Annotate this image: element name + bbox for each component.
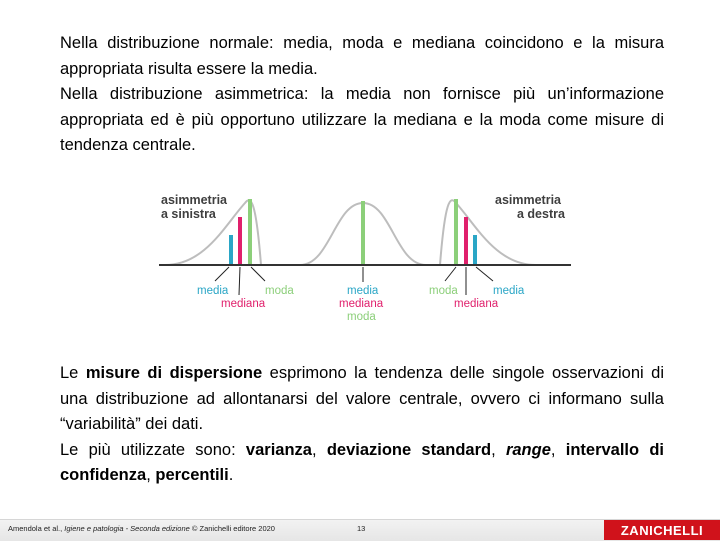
- intro-paragraph: [60, 31, 664, 159]
- left-label-mediana: mediana: [221, 298, 266, 310]
- text-fragment: ,: [491, 440, 506, 459]
- right-label-media: media: [493, 285, 525, 297]
- center-moda-bar: [361, 201, 365, 265]
- text-fragment: Le più utilizzate sono:: [60, 440, 246, 459]
- right-moda-bar: [454, 199, 458, 265]
- text-fragment: ,: [550, 440, 566, 459]
- intro-line-normal: Nella distribuzione normale: media, moda e mediana coincidono e la misura appropriata risulta essere la media.: [60, 34, 664, 78]
- intro-line-asymmetric: Nella distribuzione asimmetrica: la media non fornisce più un’informazione appropriata ed è più opportuno utilizzare la mediana e la moda come misure di tendenza centrale.: [60, 85, 664, 154]
- zanichelli-logo: ZANICHELLI: [604, 520, 720, 540]
- right-label-mediana: mediana: [454, 298, 499, 310]
- term-range: range: [505, 440, 551, 459]
- term-varianza: varianza: [245, 440, 312, 459]
- left-media-bar: [229, 235, 233, 265]
- center-label-mediana: mediana: [339, 298, 384, 310]
- left-label-moda: moda: [265, 285, 294, 297]
- right-label-moda: moda: [429, 285, 458, 297]
- left-moda-bar: [248, 199, 252, 265]
- text-fragment: esprimono la tendenza delle singole osservazioni di una distribuzione ad allontanarsi del valore centrale, ovvero ci informano sulla “variabilità” dei dati.: [60, 364, 665, 433]
- credit-publisher: © Zanichelli editore 2020: [189, 524, 275, 533]
- page-number: 13: [357, 524, 366, 533]
- footer-credit: [8, 524, 275, 533]
- center-label-moda: moda: [347, 311, 376, 323]
- dispersion-term: misure di dispersione: [85, 364, 263, 382]
- text-fragment: Le: [60, 364, 86, 382]
- text-fragment: .: [228, 466, 234, 484]
- term-deviazione-standard: deviazione standard: [326, 440, 492, 459]
- right-mediana-bar: [464, 217, 468, 265]
- left-heading-2: a sinistra: [161, 207, 216, 221]
- dispersion-paragraph: [60, 361, 664, 489]
- text-fragment: ,: [146, 466, 156, 484]
- left-mediana-bar: [238, 217, 242, 265]
- term-percentili: percentili: [155, 466, 229, 484]
- distribution-figure: [155, 185, 575, 327]
- credit-authors: Amendola et al.,: [8, 524, 65, 533]
- text-fragment: ,: [311, 440, 327, 459]
- right-media-bar: [473, 235, 477, 265]
- left-heading-1: asimmetria: [161, 193, 228, 207]
- right-heading-1: asimmetria: [495, 193, 562, 207]
- left-label-media: media: [197, 285, 229, 297]
- credit-book-title: Igiene e patologia - Seconda edizione: [64, 524, 190, 533]
- center-label-media: media: [347, 285, 379, 297]
- term-intervallo-di-confidenza: intervallo di confidenza: [60, 440, 665, 484]
- right-heading-2: a destra: [517, 207, 565, 221]
